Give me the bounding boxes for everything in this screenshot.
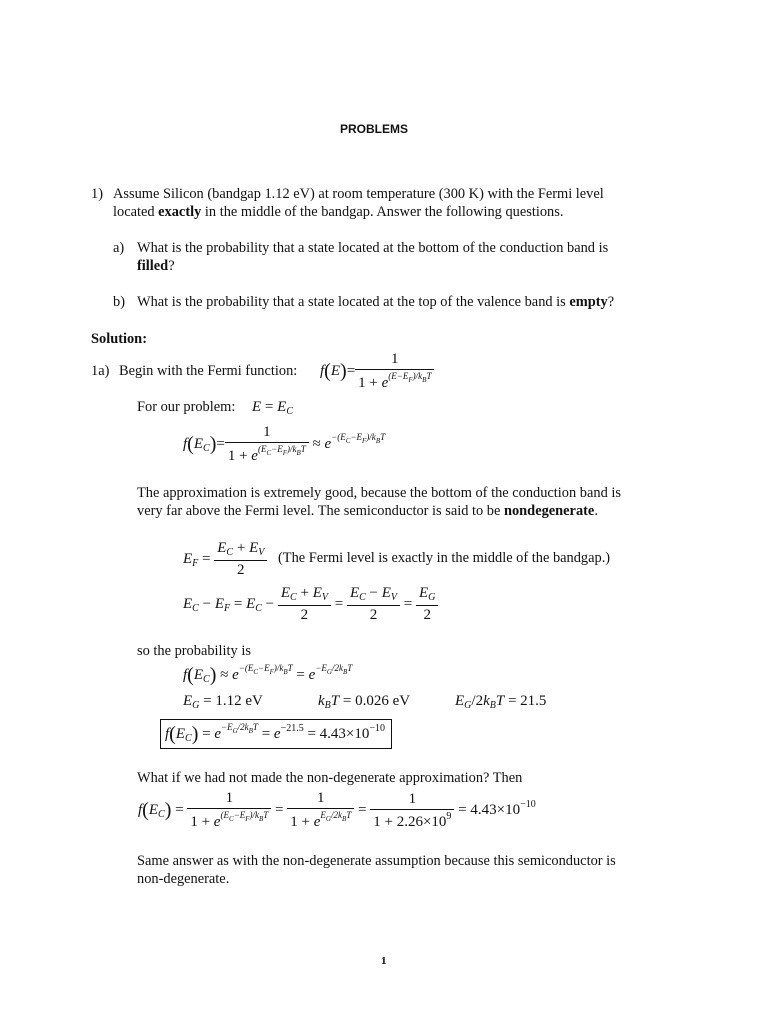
approximation-line-1: The approximation is extremely good, because the bottom of the conduction band is [137,485,621,501]
problem-line-2-bold: exactly [158,204,202,220]
part-b-text: What is the probability that a state located at the top of the valence band is [137,294,570,310]
ef-equation: $E_F$ = $\frac{E_C + E_V}{2}$ [183,541,267,578]
page-title: PROBLEMS [340,122,409,136]
part-a-bold: filled [137,258,169,274]
what-if-text: What if we had not made the non-degenerate approximation? Then [137,770,523,786]
same-answer-line-1: Same answer as with the non-degenerate assumption because this semiconductor is [137,853,616,869]
part-b-label: b) [113,294,125,310]
problem-line-1: Assume Silicon (bandgap 1.12 eV) at room temperature (300 K) with the Fermi level [113,186,604,202]
fermi-note: (The Fermi level is exactly in the middle of the bandgap.) [278,550,611,566]
eg-over-2kbt-value: $E_G/2k_BT = 21.5$ [455,693,547,711]
page-number: 1 [381,955,387,967]
ec-minus-ef-equation: $E_C - E_F = E_C$ − $\frac{E_C + E_V}{2}$ = $\frac{E_C - E_V}{2}$ = $\frac{E_G}{2}$ [183,586,438,623]
problem-line-2-b: in the middle of the bandgap. Answer the following questions. [201,204,564,220]
part-a-end: ? [168,258,175,274]
final-value: = 4.43×10 [458,801,521,818]
part-b-bold: empty [569,294,608,310]
solution-1a-label: 1a) [91,363,110,379]
same-answer-line-2: non-degenerate. [137,871,230,887]
part-a-label: a) [113,240,125,256]
kbt-value: $k_BT = 0.026$ eV [318,693,411,711]
denominator-value: 1 + 2.26×10 [373,813,447,830]
part-b-line [137,293,614,312]
denominator-exponent: 9 [446,810,452,822]
for-problem-text: For our problem: [137,399,236,415]
fermi-function-equation: f(E)= $\frac{1}{1 + e^{(E-E_F)/k_BT}}$ [320,352,434,391]
part-b-end: ? [607,294,615,310]
boxed-result-equation: $f(E_C) = e^{-E_G/2k_BT} = e^{-21.5} = 4.43\times 10^{-10}$ [160,719,392,749]
e-equals-ec: $E = E_C$ [252,399,293,417]
approximation-line-2-a: very far above the Fermi level. The semiconductor is said to be [137,503,504,519]
so-probability-text: so the probability is [137,643,251,659]
result-value: = 4.43×10 [307,726,370,742]
problem-number: 1) [91,186,103,202]
part-a-line-2 [137,257,175,276]
solution-1a-text: Begin with the Fermi function: [119,363,298,379]
fec-approximation-equation: $f(E_C)=$ $\frac{1}{1 + e^{(E_C-E_F)/k_BT}}$ ≈ $e^{-(E_C-E_F)/k_BT}$ [183,424,386,464]
probability-approx-equation: $f(E_C) \approx e^{-(E_C-E_F)/k_BT} = e^{-E_G/2k_BT}$ [183,663,353,686]
nondegenerate-bold: nondegenerate [503,503,595,519]
part-a-line-1: What is the probability that a state located at the bottom of the conduction band is [137,240,609,256]
result-exponent: −10 [369,723,386,734]
problem-line-2-a: located [113,204,159,220]
solution-heading: Solution: [91,331,147,347]
exponent-result: −21.5 [280,723,304,734]
final-exponent: −10 [520,798,536,810]
eg-value: $E_G = 1.12$ eV [183,693,263,711]
approximation-line-2-end: . [594,503,598,519]
approximation-line-2 [137,502,598,521]
problem-line-2 [113,203,563,222]
full-fermi-computation: $f(E_C)$ = $\frac{1}{1 + e^{(E_C-E_F)/k_BT}}$ = $\frac{1}{1 + e^{E_G/2k_BT}}$ = $\frac{1}{1 + 2.26\times 10^9}$ = $4.43\times 10^{-10}$ [138,790,536,830]
